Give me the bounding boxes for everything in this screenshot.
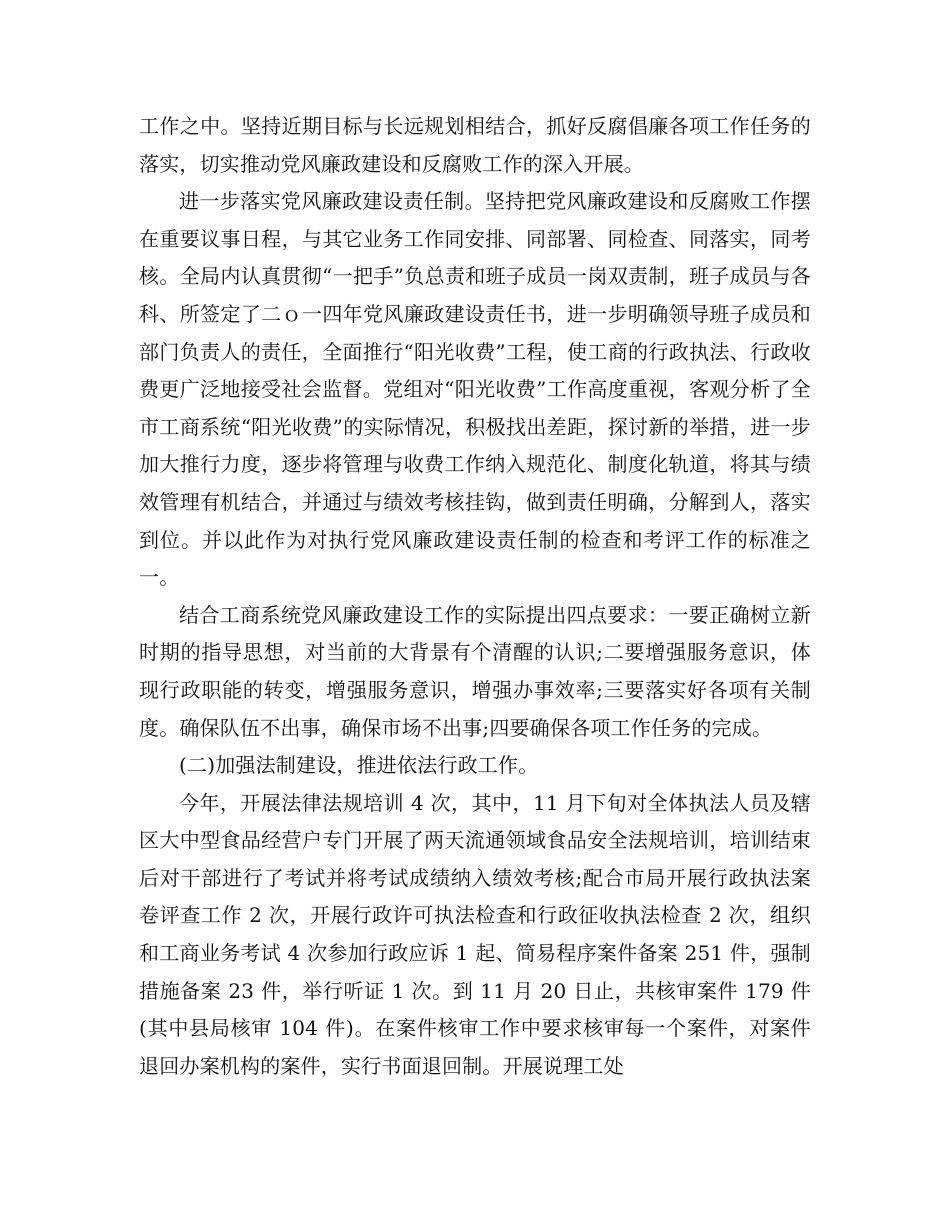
section-heading: (二)加强法制建设，推进依法行政工作。	[179, 753, 539, 778]
paragraph: 结合工商系统党风廉政建设工作的实际提出四点要求：一要正确树立新时期的指导思想，对当前的大背景有个清醒的认识;二要增强服务意识，体现行政职能的转变，增强服务意识，增强办事效率;三要落实好各项有关制度。确保队伍不出事，确保市场不出事;四要确保各项工作任务的完成。	[139, 602, 811, 740]
paragraph: 工作之中。坚持近期目标与长远规划相结合，抓好反腐倡廉各项工作任务的落实，切实推动党风廉政建设和反腐败工作的深入开展。	[139, 114, 811, 176]
document-body	[139, 108, 811, 1085]
paragraph: 今年，开展法律法规培训 4 次，其中，11 月下旬对全体执法人员及辖区大中型食品经营户专门开展了两天流通领域食品安全法规培训，培训结束后对干部进行了考试并将考试成绩纳入绩效考核;配合市局开展行政执法案卷评查工作 2 次，开展行政许可执法检查和行政征收执法检查 2 次，组织和工商业务考试 4 次参加行政应诉 1 起、简易程序案件备案 251 件，强制措施备案 23 件，举行听证 1 次。到 11 月 20 日止，共核审案件 179 件(其中县局核审 104 件)。在案件核审工作中要求核审每一个案件，对案件退回办案机构的案件，实行书面退回制。开展说理工处	[139, 790, 811, 1078]
paragraph: 进一步落实党风廉政建设责任制。坚持把党风廉政建设和反腐败工作摆在重要议事日程，与其它业务工作同安排、同部署、同检查、同落实，同考核。全局内认真贯彻“一把手”负总责和班子成员一岗双责制，班子成员与各科、所签定了二ｏ一四年党风廉政建设责任书，进一步明确领导班子成员和部门负责人的责任，全面推行“阳光收费”工程，使工商的行政执法、行政收费更广泛地接受社会监督。党组对“阳光收费”工作高度重视，客观分析了全市工商系统“阳光收费”的实际情况，积极找出差距，探讨新的举措，进一步加大推行力度，逐步将管理与收费工作纳入规范化、制度化轨道，将其与绩效管理有机结合，并通过与绩效考核挂钩，做到责任明确，分解到人，落实到位。并以此作为对执行党风廉政建设责任制的检查和考评工作的标准之一。	[139, 189, 811, 590]
